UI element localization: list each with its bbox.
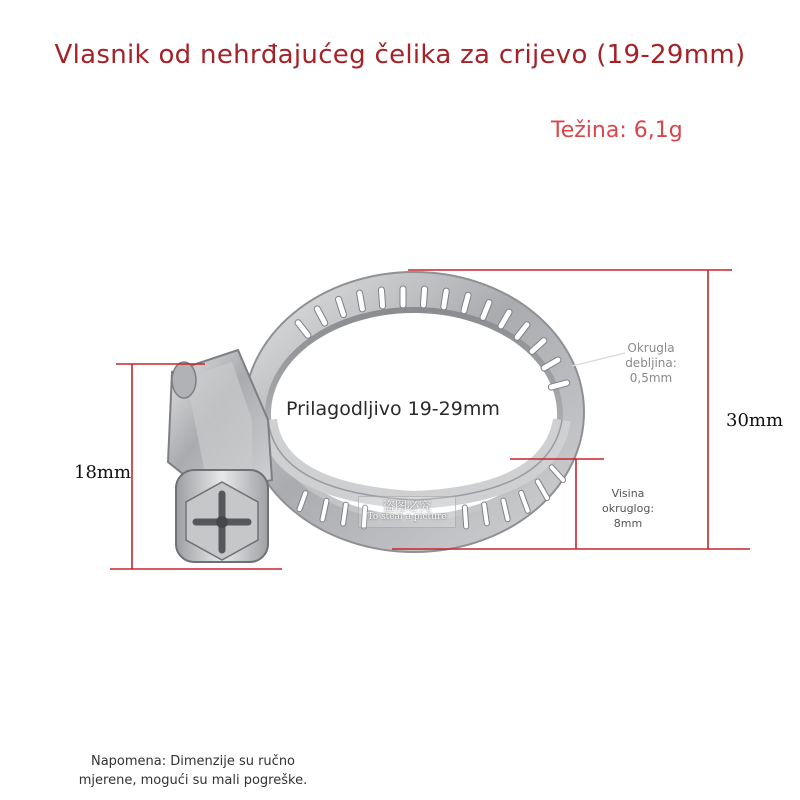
- thickness-label: [616, 341, 686, 386]
- band-height-line-3: 8mm: [613, 517, 643, 530]
- thickness-line-3: 0,5mm: [629, 371, 673, 385]
- watermark-en: To steal a picture: [367, 512, 447, 522]
- weight-label: Težina: 6,1g: [551, 118, 683, 143]
- screw-head: [176, 470, 268, 562]
- thickness-line-2: debljina:: [625, 356, 677, 370]
- height-dimension-label: 18mm: [74, 462, 132, 483]
- product-title: Vlasnik od nehrđajućeg čelika za crijevo (19-29mm): [54, 40, 746, 70]
- note-line-2: mjerene, mogući su mali pogreške.: [78, 773, 308, 788]
- band-height-line-2: okruglog:: [601, 502, 655, 515]
- adjustable-range-label: Prilagodljivo 19-29mm: [286, 398, 500, 420]
- note-line-1: Napomena: Dimenzije su ručno: [90, 754, 296, 769]
- watermark-cn: 盗图必究: [382, 499, 431, 513]
- watermark: [358, 496, 456, 528]
- band-height-label: [593, 486, 663, 531]
- thickness-line-1: Okrugla: [627, 341, 675, 355]
- diameter-dimension-label: 30mm: [726, 410, 784, 431]
- measurement-note: [48, 752, 338, 790]
- band-height-line-1: Visina: [611, 487, 645, 500]
